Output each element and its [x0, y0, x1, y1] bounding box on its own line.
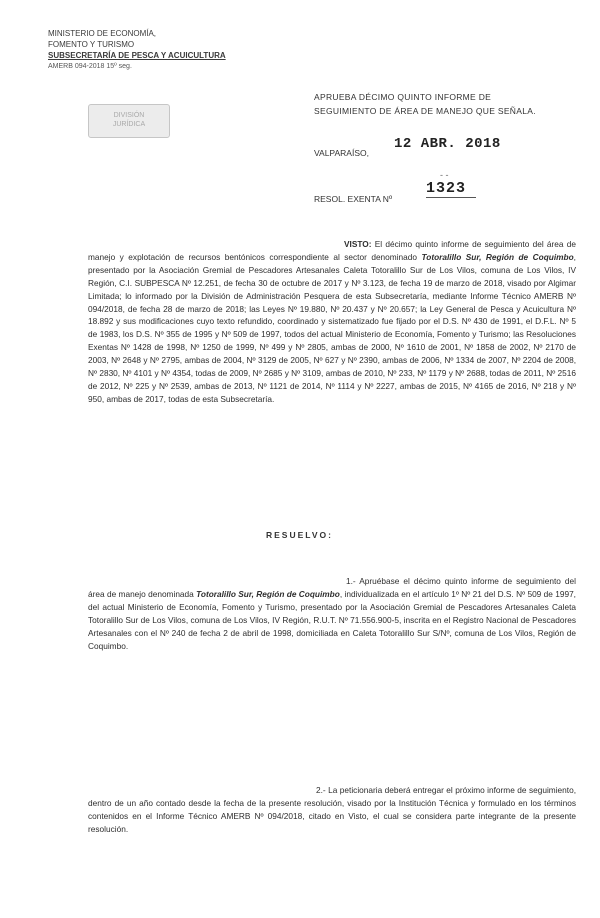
visto-text-1: El décimo quinto informe de seguimiento del área de manejo y explotación de recursos bentónicos correspondiente al sector denominado — [88, 239, 576, 262]
point-1-sector: Totoralillo Sur, Región de Coquimbo — [196, 588, 340, 599]
resolution-point-1 — [88, 575, 576, 652]
stamp-line-1: DIVISIÓN — [113, 112, 145, 119]
document-title: APRUEBA DÉCIMO QUINTO INFORME DE SEGUIMIENTO DE ÁREA DE MANEJO QUE SEÑALA. — [314, 92, 536, 116]
resolution-label: RESOL. EXENTA Nº — [314, 194, 393, 204]
visto-sector: Totoralillo Sur, Región de Coquimbo — [421, 251, 574, 262]
place-label: VALPARAÍSO, — [314, 148, 369, 158]
issue-date: 12 ABR. 2018 — [394, 136, 501, 152]
dash-mark: - - — [440, 170, 449, 180]
point-1-text-1: 1.- Apruébase el décimo quinto informe de seguimiento del área de manejo denominada — [88, 576, 576, 599]
division-stamp — [88, 104, 170, 138]
header-ministry-2: FOMENTO Y TURISMO — [48, 40, 135, 49]
header-reference: AMERB 094-2018 15º seg. — [48, 63, 132, 70]
header-ministry: MINISTERIO DE ECONOMÍA, — [48, 29, 157, 38]
header-subsecretaria: SUBSECRETARÍA DE PESCA Y ACUICULTURA — [48, 51, 226, 60]
stamp-line-2: JURÍDICA — [112, 121, 146, 128]
visto-label: VISTO: — [344, 239, 372, 249]
resuelvo-heading: RESUELVO: — [266, 530, 333, 540]
visto-paragraph — [88, 238, 576, 406]
resolution-number: 1323 — [426, 180, 476, 198]
point-1-text-2: , individualizada en el artículo 1º Nº 21 del D.S. Nº 509 de 1997, del actual Ministerio de Economía, Fomento y Turismo, presentado por la Asociación Gremial de Pescadores Artesanales Caleta Totoralillo Sur de Los Vilos, comuna de Los Vilos, IV Región, R.U.T. Nº 71.556.900-5, inscrita en el Registro Nacional de Pescadores Artesanales con el Nº 240 de fecha 2 de abril de 1998, domiciliada en Caleta Totoralillo Sur S/Nº, comuna de Los Vilos, Región de Coquimbo. — [88, 588, 576, 651]
ministry-header — [48, 28, 238, 72]
visto-text-2: , presentado por la Asociación Gremial de Pescadores Artesanales Caleta Totoralillo Sur de Los Vilos, comuna de Los Vilos, IV Región, C.I. SUBPESCA Nº 12.251, de fecha 30 de octubre de 2017 y Nº 3.123, de fecha 19 de marzo de 2018, visado por Algimar Limitada; lo informado por la División de Administración Pesquera de esta Subsecretaría, mediante Informe Técnico AMERB Nº 094/2018, de fecha 28 de marzo de 2018; las Leyes Nº 19.880, Nº 20.437 y Nº 20.657; la Ley General de Pesca y Acuicultura Nº 18.892 y sus modificaciones cuyo texto refundido, coordinado y sistematizado fue fijado por el D.S. Nº 430 de 1991, el D.F.L. Nº 5 de 1983, los D.S. Nº 355 de 1995 y Nº 509 de 1997, todos del actual Ministerio de Economía, Fomento y Turismo; las Resoluciones Exentas Nº 1428 de 1998, Nº 1250 de 1999, Nº 499 y Nº 2805, ambas de 2000, Nº 1610 de 2001, Nº 1858 de 2002, Nº 2170 de 2003, Nº 2648 y Nº 2795, ambas de 2004, Nº 3129 de 2005, Nº 627 y Nº 2390, ambas de 2006, Nº 1334 de 2007, Nº 2204 de 2008, Nº 2830, Nº 4101 y Nº 4354, todas de 2009, Nº 2685 y Nº 3109, ambas de 2010, Nº 233, Nº 1179 y Nº 2688, todas de 2011, Nº 2516 de 2012, Nº 225 y Nº 2539, ambas de 2013, Nº 1121 de 2014, Nº 1114 y Nº 2227, ambas de 2015, Nº 4165 de 2016, Nº 218 y Nº 950, ambas de 2017, todas de esta Subsecretaría. — [88, 251, 576, 404]
resolution-point-2: 2.- La peticionaria deberá entregar el próximo informe de seguimiento, dentro de un año contado desde la fecha de la presente resolución, visado por la Institución Técnica y formulado en los términos contenidos en el Informe Técnico AMERB Nº 094/2018, citado en Visto, el cual se considera parte integrante de la presente resolución. — [88, 785, 576, 834]
